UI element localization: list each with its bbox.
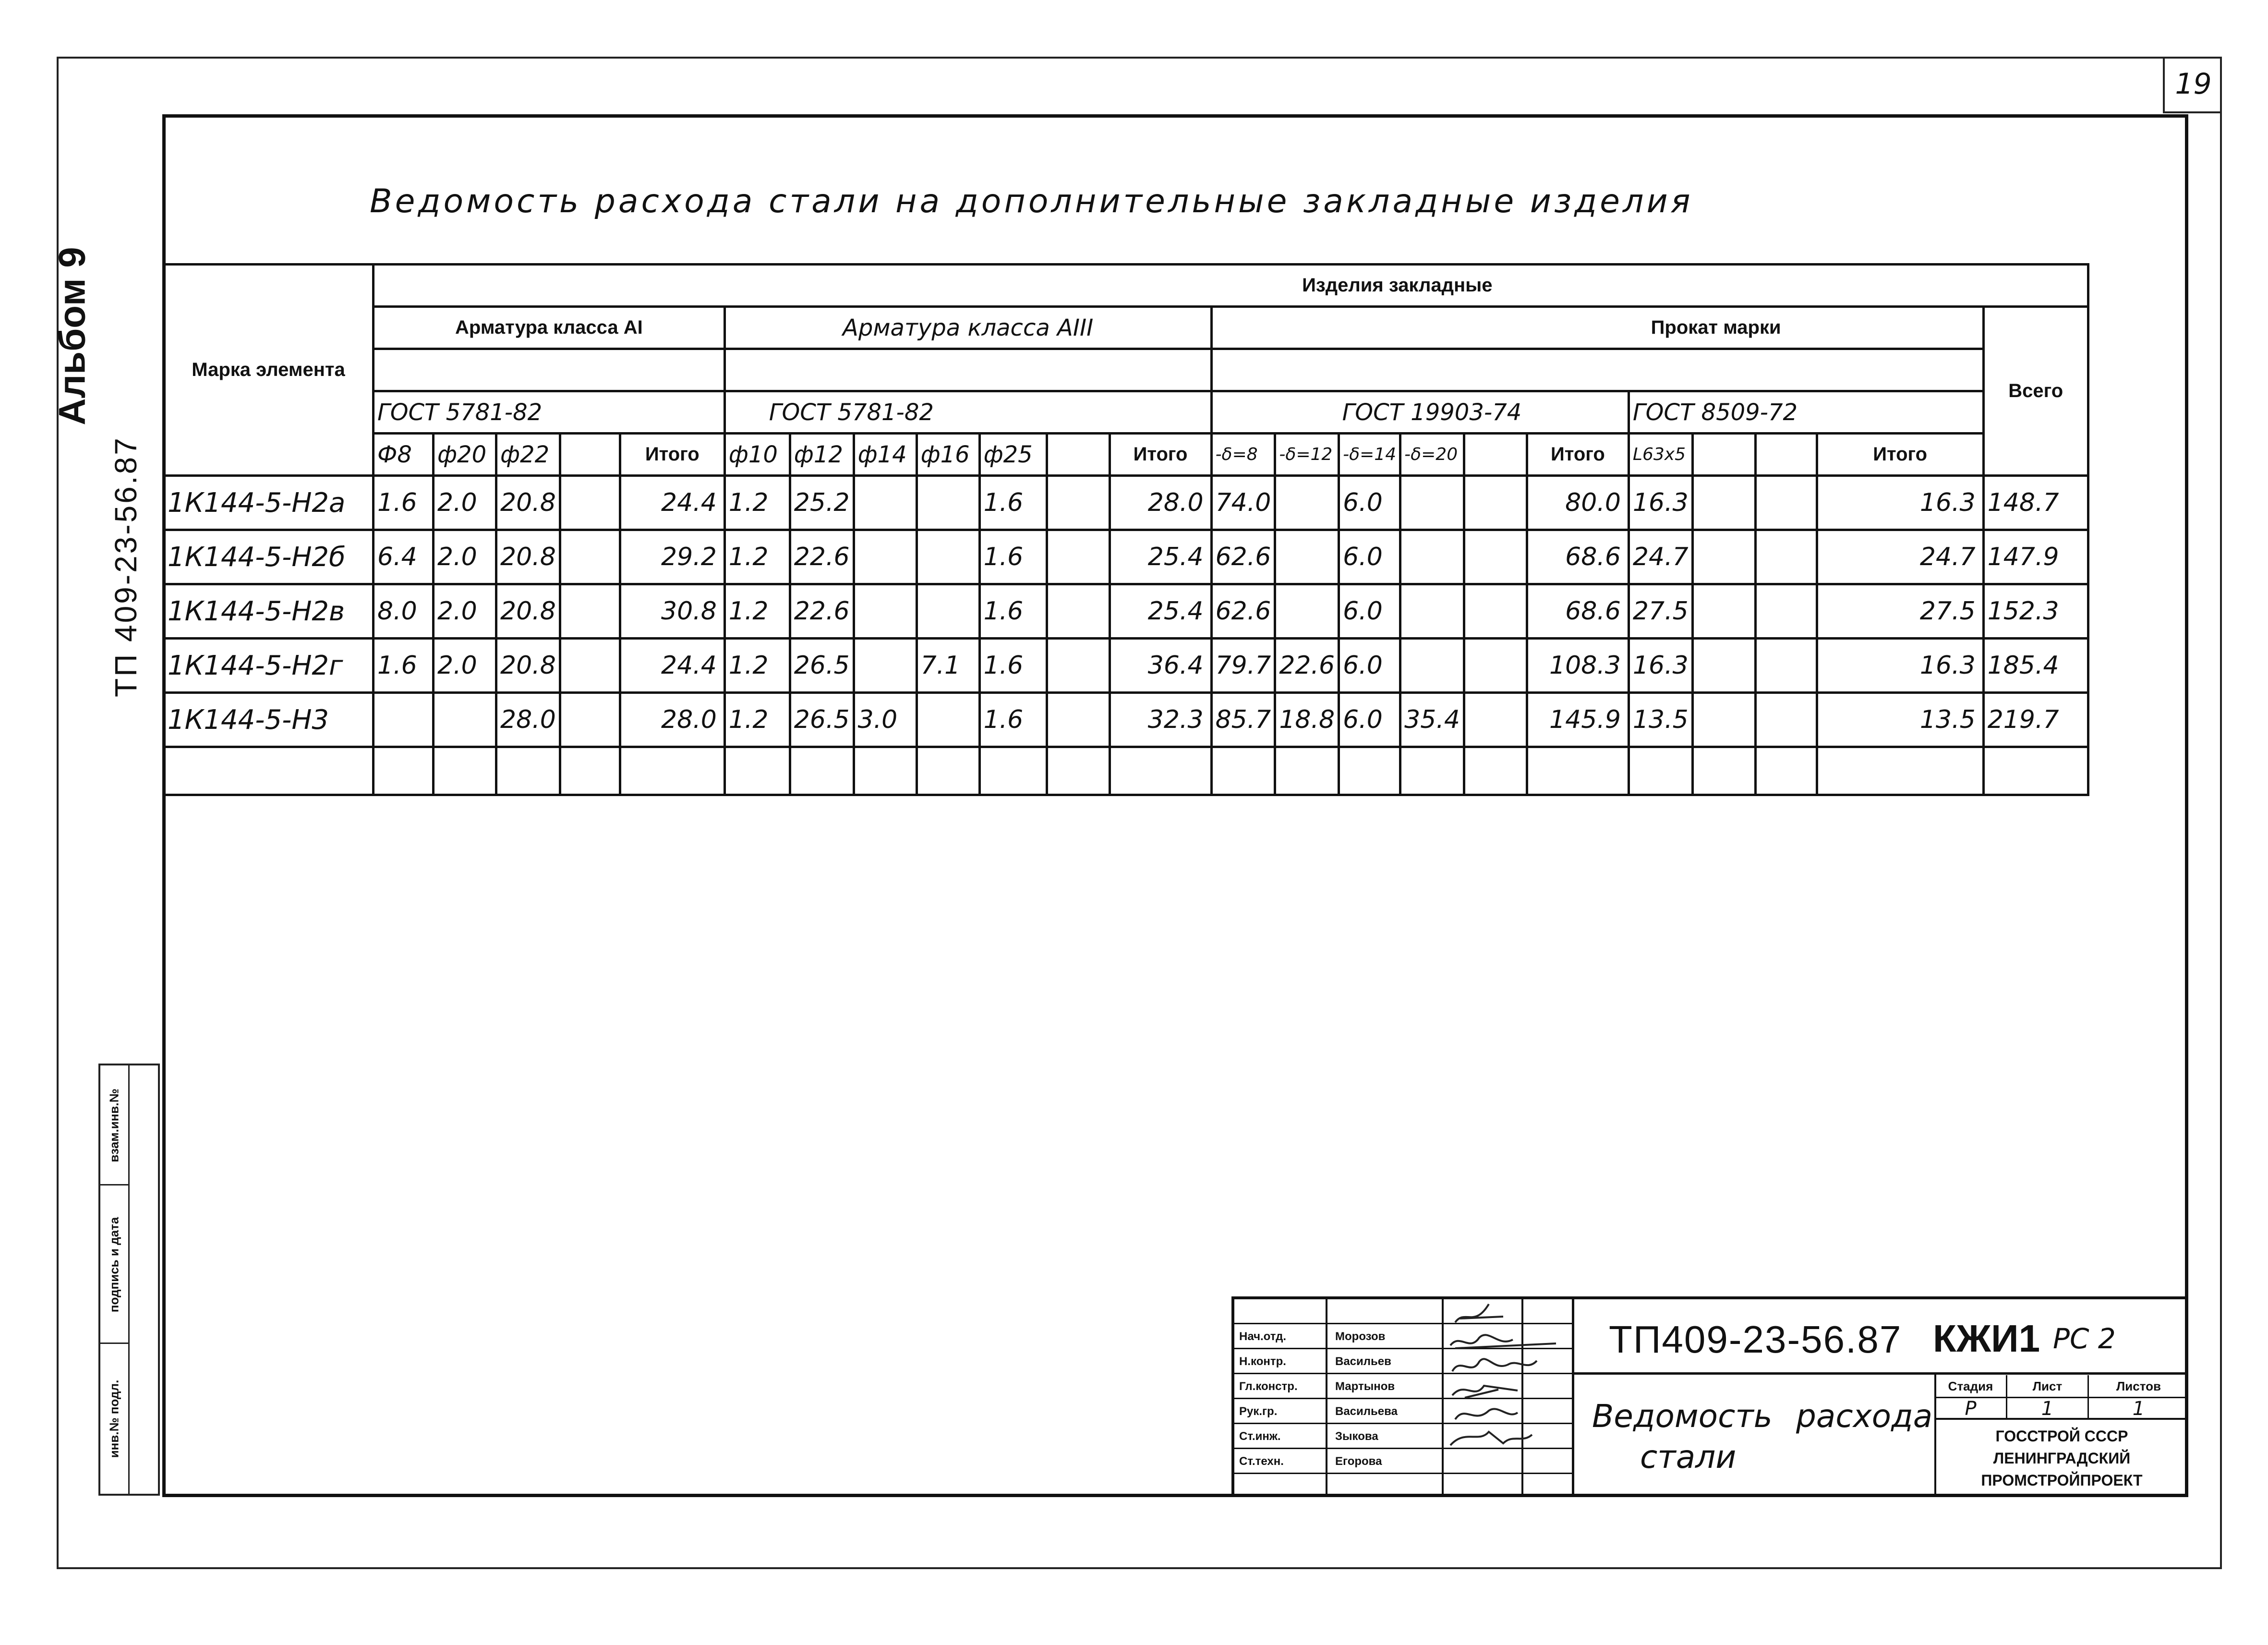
rolled-angle-value (1755, 530, 1817, 584)
rebar-a1-total: 24.4 (620, 476, 724, 530)
header-empty (374, 349, 725, 391)
signature-grid (1234, 1299, 1574, 1494)
size-header (560, 434, 620, 476)
rebar-a1-value (560, 584, 620, 639)
header-empty (1211, 349, 1983, 391)
header-embedded-items: Изделия закладные (374, 265, 2088, 307)
rebar-a3-value (854, 476, 917, 530)
empty-cell (1983, 747, 2088, 795)
size-header: ф20 (434, 434, 496, 476)
rebar-a3-value: 1.2 (724, 693, 790, 747)
margin-stamp-cell (100, 1344, 128, 1494)
album-label: Альбом 9 (50, 247, 93, 425)
stage-label: Стадия (1935, 1375, 2007, 1398)
rebar-a3-value: 26.5 (790, 639, 854, 693)
subtotal-header: Итого (620, 434, 724, 476)
rebar-a1-value: 20.8 (496, 530, 560, 584)
rebar-a3-value: 1.2 (724, 584, 790, 639)
rebar-a3-value: 1.6 (979, 584, 1047, 639)
rebar-a3-value (854, 639, 917, 693)
margin-stamp (98, 1064, 160, 1496)
empty-cell (620, 747, 724, 795)
rolled-plate-total: 68.6 (1527, 584, 1629, 639)
rebar-a3-value: 1.6 (979, 639, 1047, 693)
empty-cell (1047, 747, 1110, 795)
empty-cell (1110, 747, 1211, 795)
rolled-plate-value (1464, 639, 1527, 693)
rebar-a3-total: 25.4 (1110, 530, 1211, 584)
header-row-sizes (164, 434, 2088, 476)
signature-role: Ст.техн. (1239, 1455, 1284, 1468)
header-rebar-a1: Арматура класса АI (374, 307, 725, 349)
rolled-plate-value: 79.7 (1211, 639, 1275, 693)
empty-cell (1817, 747, 1983, 795)
rebar-a1-value: 20.8 (496, 476, 560, 530)
rolled-plate-total: 80.0 (1527, 476, 1629, 530)
signature-name: Васильев (1335, 1355, 1391, 1368)
doc-mark-suffix: РС 2 (2053, 1322, 2116, 1355)
rolled-plate-value (1275, 530, 1339, 584)
rolled-plate-value (1464, 693, 1527, 747)
empty-cell (1629, 747, 1692, 795)
signature-role: Ст.инж. (1239, 1430, 1281, 1443)
size-header (1692, 434, 1755, 476)
rebar-a3-value: 26.5 (790, 693, 854, 747)
org-line: ПРОМСТРОЙПРОЕКТ (1981, 1472, 2143, 1489)
rolled-angle-total: 27.5 (1817, 584, 1983, 639)
size-header: ф22 (496, 434, 560, 476)
subtotal-header: Итого (1817, 434, 1983, 476)
signature-name: Васильева (1335, 1405, 1398, 1418)
rolled-angle-value (1755, 476, 1817, 530)
doc-mark: КЖИ1 (1933, 1317, 2040, 1360)
header-row-1 (164, 265, 2088, 307)
table-row-empty (164, 747, 2088, 795)
rebar-a1-value: 2.0 (434, 476, 496, 530)
rolled-plate-value: 6.0 (1339, 530, 1400, 584)
empty-cell (1339, 747, 1400, 795)
margin-stamp-label: взам.инв.№ (107, 1089, 121, 1162)
rebar-a3-value: 3.0 (854, 693, 917, 747)
rolled-angle-value (1755, 693, 1817, 747)
rolled-angle-total: 24.7 (1817, 530, 1983, 584)
sheet-name-line1b: расхода (1796, 1398, 1933, 1435)
size-header: -δ=8 (1211, 434, 1275, 476)
rolled-angle-value: 13.5 (1629, 693, 1692, 747)
rebar-a3-value (917, 476, 979, 530)
rebar-a1-value (434, 693, 496, 747)
title-block (1231, 1296, 2188, 1497)
rebar-a3-value (1047, 476, 1110, 530)
rolled-plate-value: 6.0 (1339, 639, 1400, 693)
rolled-angle-value: 16.3 (1629, 476, 1692, 530)
gost-rolled-1: ГОСТ 19903-74 (1211, 391, 1629, 434)
margin-stamp-divider (128, 1065, 130, 1494)
row-total: 148.7 (1983, 476, 2088, 530)
row-total: 185.4 (1983, 639, 2088, 693)
sheets-value: 1 (2089, 1398, 2188, 1420)
rebar-a3-value: 1.2 (724, 476, 790, 530)
rolled-angle-value (1692, 693, 1755, 747)
rolled-angle-value (1755, 639, 1817, 693)
rolled-angle-value (1692, 639, 1755, 693)
rebar-a1-value: 20.8 (496, 639, 560, 693)
rebar-a3-value (854, 584, 917, 639)
signature-role: Рук.гр. (1239, 1405, 1278, 1418)
sheet-name-line2: стали (1640, 1439, 1737, 1476)
signature-role: Гл.констр. (1239, 1380, 1298, 1393)
size-header: -δ=20 (1400, 434, 1464, 476)
rolled-plate-value (1464, 476, 1527, 530)
signature-name: Зыкова (1335, 1430, 1378, 1443)
rolled-plate-value (1464, 584, 1527, 639)
empty-cell (854, 747, 917, 795)
empty-cell (979, 747, 1047, 795)
rolled-plate-value (1275, 476, 1339, 530)
rebar-a1-total: 30.8 (620, 584, 724, 639)
signature-role: Нач.отд. (1239, 1330, 1287, 1343)
header-empty (724, 349, 1211, 391)
element-mark: 1К144-5-Н2г (164, 639, 374, 693)
rolled-plate-value: 74.0 (1211, 476, 1275, 530)
signature-name: Мартынов (1335, 1380, 1395, 1393)
margin-stamp-cell (100, 1065, 128, 1185)
row-total: 147.9 (1983, 530, 2088, 584)
stage-value: Р (1935, 1398, 2007, 1420)
title-block-divider (1572, 1299, 1574, 1494)
rebar-a3-value: 1.2 (724, 530, 790, 584)
header-total-all: Всего (1983, 307, 2088, 476)
rolled-plate-total: 145.9 (1527, 693, 1629, 747)
signature-name: Морозов (1335, 1330, 1386, 1343)
rebar-a3-total: 25.4 (1110, 584, 1211, 639)
header-rolled-steel: Прокат марки (1211, 307, 1983, 349)
signature-role: Н.контр. (1239, 1355, 1286, 1368)
rolled-angle-total: 16.3 (1817, 476, 1983, 530)
gost-rolled-2: ГОСТ 8509-72 (1629, 391, 1983, 434)
rolled-plate-total: 68.6 (1527, 530, 1629, 584)
rebar-a3-total: 28.0 (1110, 476, 1211, 530)
rolled-angle-value (1692, 584, 1755, 639)
size-header: ф14 (854, 434, 917, 476)
gost-a3: ГОСТ 5781-82 (724, 391, 1211, 434)
rolled-plate-value (1400, 530, 1464, 584)
empty-cell (1464, 747, 1527, 795)
empty-cell (790, 747, 854, 795)
rebar-a1-value: 6.4 (374, 530, 434, 584)
rebar-a1-value: 2.0 (434, 584, 496, 639)
handwritten-signatures (1446, 1299, 1570, 1496)
header-row-gost (164, 391, 2088, 434)
document-title: Ведомость расхода стали на дополнительные закладные изделия (370, 182, 1693, 220)
sheet-label: Лист (2007, 1375, 2089, 1398)
rebar-a1-value (560, 693, 620, 747)
row-total: 219.7 (1983, 693, 2088, 747)
size-header (1047, 434, 1110, 476)
rolled-plate-value: 35.4 (1400, 693, 1464, 747)
table-row (164, 476, 2088, 530)
rebar-a1-value: 20.8 (496, 584, 560, 639)
empty-cell (1211, 747, 1275, 795)
empty-cell (374, 747, 434, 795)
rolled-angle-total: 13.5 (1817, 693, 1983, 747)
rebar-a1-value: 1.6 (374, 639, 434, 693)
rolled-plate-value: 6.0 (1339, 476, 1400, 530)
size-header: -δ=12 (1275, 434, 1339, 476)
margin-stamp-cell (100, 1185, 128, 1344)
rolled-angle-value (1755, 584, 1817, 639)
rebar-a1-total: 24.4 (620, 639, 724, 693)
signature-divider (1326, 1299, 1327, 1494)
title-block-hline (1572, 1372, 2188, 1375)
rolled-angle-value (1692, 530, 1755, 584)
rolled-plate-value: 22.6 (1275, 639, 1339, 693)
empty-cell (917, 747, 979, 795)
rebar-a3-value (854, 530, 917, 584)
margin-stamp-label: подпись и дата (107, 1217, 121, 1313)
rolled-angle-value: 27.5 (1629, 584, 1692, 639)
header-rebar-a3: Арматура класса АIII (724, 307, 1211, 349)
organization (1935, 1425, 2188, 1491)
rebar-a1-value (560, 639, 620, 693)
element-mark: 1К144-5-Н2а (164, 476, 374, 530)
side-doc-code: ТП 409-23-56.87 (109, 436, 143, 697)
rolled-angle-total: 16.3 (1817, 639, 1983, 693)
size-header: Ф8 (374, 434, 434, 476)
empty-cell (1527, 747, 1629, 795)
size-header: L63x5 (1629, 434, 1692, 476)
org-line: ГОССТРОЙ СССР (1995, 1427, 2128, 1445)
empty-cell (434, 747, 496, 795)
empty-cell (496, 747, 560, 795)
empty-cell (1755, 747, 1817, 795)
rebar-a1-value: 8.0 (374, 584, 434, 639)
rolled-plate-value: 6.0 (1339, 693, 1400, 747)
size-header (1464, 434, 1527, 476)
rebar-a3-value (1047, 584, 1110, 639)
rolled-plate-value (1400, 476, 1464, 530)
rebar-a3-value: 1.6 (979, 693, 1047, 747)
sheet-name-line1: Ведомость (1592, 1398, 1773, 1435)
header-element-mark: Марка элемента (164, 265, 374, 476)
empty-cell (560, 747, 620, 795)
rebar-a1-value (374, 693, 434, 747)
header-row-2 (164, 307, 2088, 349)
rebar-a3-value (1047, 530, 1110, 584)
element-mark: 1К144-5-Н2в (164, 584, 374, 639)
rolled-plate-value (1400, 584, 1464, 639)
rolled-angle-value: 16.3 (1629, 639, 1692, 693)
rolled-plate-value: 62.6 (1211, 530, 1275, 584)
rebar-a3-value (917, 693, 979, 747)
rolled-plate-value: 18.8 (1275, 693, 1339, 747)
rebar-a1-value (560, 476, 620, 530)
rebar-a3-value: 25.2 (790, 476, 854, 530)
rolled-plate-value: 85.7 (1211, 693, 1275, 747)
element-mark: 1К144-5-Н2б (164, 530, 374, 584)
steel-consumption-table (162, 263, 2089, 796)
subtotal-header: Итого (1110, 434, 1211, 476)
gost-a1: ГОСТ 5781-82 (374, 391, 725, 434)
rolled-angle-value: 24.7 (1629, 530, 1692, 584)
empty-cell (1692, 747, 1755, 795)
sheet-value: 1 (2007, 1398, 2089, 1420)
rebar-a3-total: 32.3 (1110, 693, 1211, 747)
rebar-a3-value: 7.1 (917, 639, 979, 693)
sheet-number: 19 (2163, 57, 2222, 113)
rebar-a3-value (917, 530, 979, 584)
signature-divider (1442, 1299, 1444, 1494)
rolled-plate-value (1400, 639, 1464, 693)
rebar-a1-value: 2.0 (434, 530, 496, 584)
table-row (164, 693, 2088, 747)
rolled-plate-value (1275, 584, 1339, 639)
org-line: ЛЕНИНГРАДСКИЙ (1993, 1450, 2131, 1467)
rebar-a3-value (1047, 639, 1110, 693)
empty-cell (1275, 747, 1339, 795)
rebar-a3-value: 22.6 (790, 530, 854, 584)
rolled-plate-total: 108.3 (1527, 639, 1629, 693)
row-total: 152.3 (1983, 584, 2088, 639)
header-row-3 (164, 349, 2088, 391)
signature-name: Егорова (1335, 1455, 1382, 1468)
doc-code: ТП409-23-56.87 (1609, 1318, 1902, 1361)
element-mark: 1К144-5-Н3 (164, 693, 374, 747)
subtotal-header: Итого (1527, 434, 1629, 476)
rolled-plate-value: 62.6 (1211, 584, 1275, 639)
rebar-a1-value: 28.0 (496, 693, 560, 747)
table-row (164, 639, 2088, 693)
rebar-a1-value: 2.0 (434, 639, 496, 693)
size-header: ф12 (790, 434, 854, 476)
empty-cell (1400, 747, 1464, 795)
margin-stamp-label: инв.№ подл. (107, 1379, 121, 1458)
size-header (1755, 434, 1817, 476)
rebar-a1-value: 1.6 (374, 476, 434, 530)
rolled-angle-value (1692, 476, 1755, 530)
table-row (164, 530, 2088, 584)
sheets-label: Листов (2089, 1375, 2188, 1398)
empty-cell (164, 747, 374, 795)
rebar-a1-total: 29.2 (620, 530, 724, 584)
rebar-a3-value: 1.6 (979, 530, 1047, 584)
rebar-a3-value: 22.6 (790, 584, 854, 639)
table-row (164, 584, 2088, 639)
rolled-plate-value (1464, 530, 1527, 584)
rebar-a3-total: 36.4 (1110, 639, 1211, 693)
rolled-plate-value: 6.0 (1339, 584, 1400, 639)
size-header: ф10 (724, 434, 790, 476)
rebar-a3-value: 1.6 (979, 476, 1047, 530)
rebar-a3-value: 1.2 (724, 639, 790, 693)
rebar-a1-total: 28.0 (620, 693, 724, 747)
size-header: -δ=14 (1339, 434, 1400, 476)
size-header: ф25 (979, 434, 1047, 476)
rebar-a3-value (1047, 693, 1110, 747)
rebar-a1-value (560, 530, 620, 584)
empty-cell (724, 747, 790, 795)
rebar-a3-value (917, 584, 979, 639)
stage-grid (1935, 1375, 2188, 1421)
size-header: ф16 (917, 434, 979, 476)
